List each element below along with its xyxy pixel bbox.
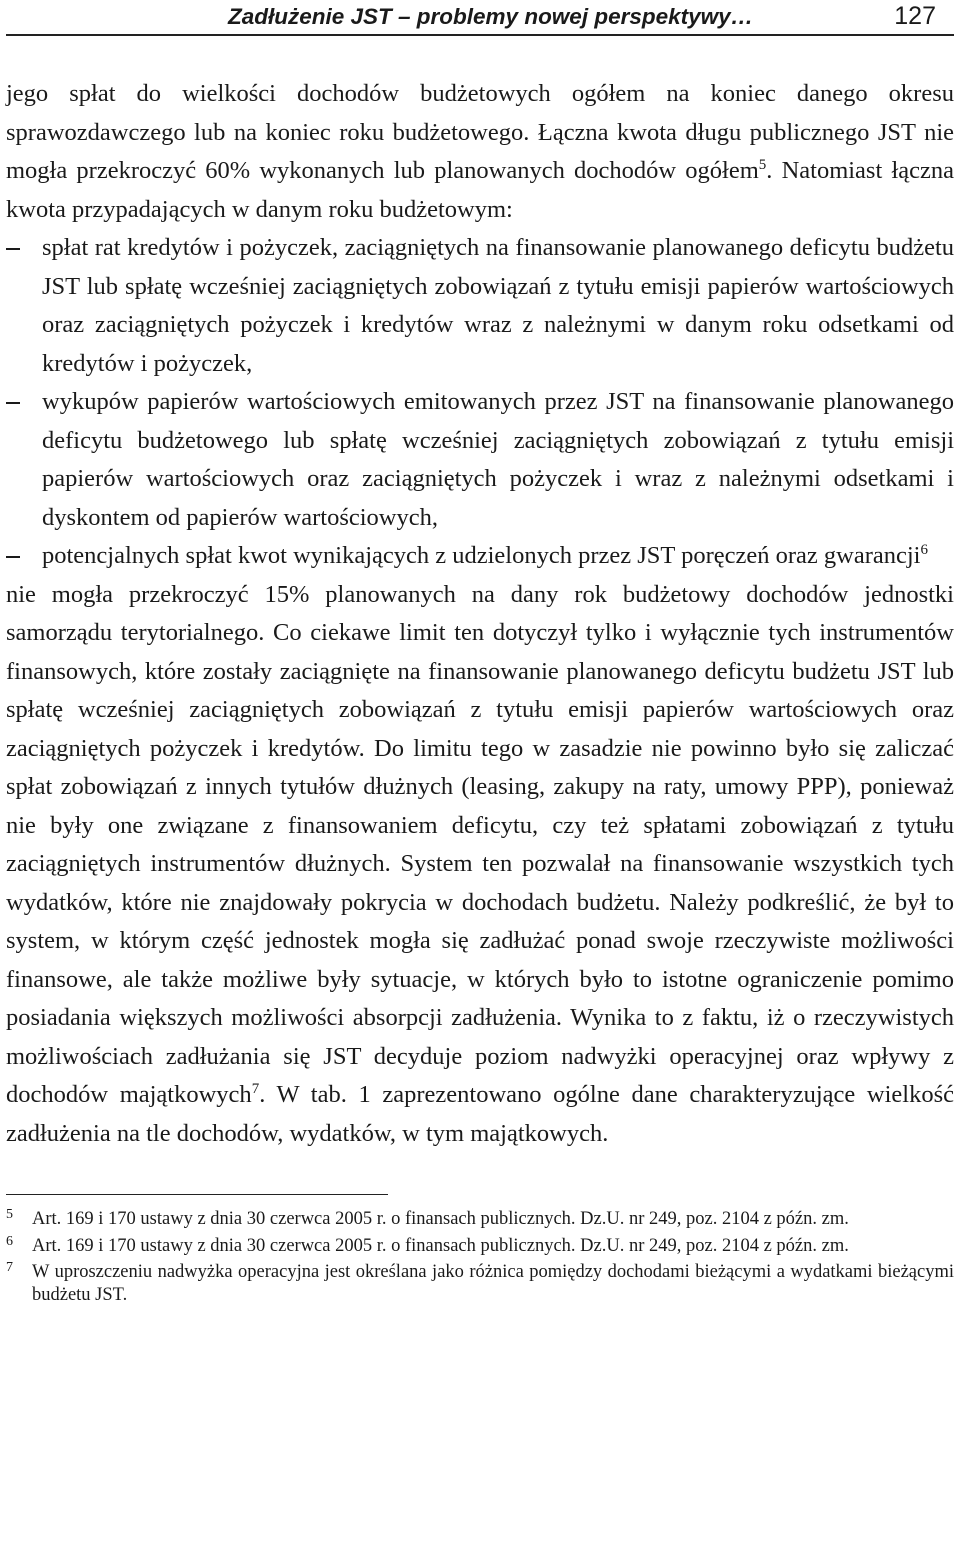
dash-list	[6, 229, 954, 576]
footnote-text: W uproszczeniu nadwyżka operacyjna jest określana jako różnica pomiędzy dochodami bieżącymi a wydatkami bieżącymi budżetu JST.	[32, 1262, 954, 1305]
running-header-title: Zadłużenie JST – problemy nowej perspektywy…	[228, 4, 754, 29]
footnote-number: 7	[6, 1260, 13, 1275]
list-item-last-text: potencjalnych spłat kwot wynikających z udzielonych przez JST poręczeń oraz gwarancji	[42, 542, 921, 569]
paragraph-2-tail: . W tab. 1 zaprezentowano ogólne dane charakteryzujące wielkość zadłużenia na tle dochodów, wydatków, w tym majątkowych.	[6, 1081, 954, 1147]
body-text	[6, 75, 954, 1153]
footnote-text: Art. 169 i 170 ustawy z dnia 30 czerwca 2005 r. o finansach publicznych. Dz.U. nr 249, poz. 2104 z późn. zm.	[32, 1235, 849, 1256]
footnote-ref-5[interactable]: 5	[758, 157, 767, 173]
footnote-ref-7[interactable]: 7	[251, 1081, 260, 1097]
paragraph-1-tail: . Natomiast łączna kwota przypadających w danym roku budżetowym:	[6, 157, 955, 223]
footnote	[6, 1208, 954, 1231]
footnote-number: 6	[6, 1233, 13, 1249]
footnote	[6, 1261, 954, 1306]
footnote	[6, 1235, 954, 1258]
paragraph-1-text: jego spłat do wielkości dochodów budżetowych ogółem na koniec danego okresu sprawozdawczego lub na koniec roku budżetowego. Łączna kwota długu publicznego JST nie mogła przekroczyć 60% wykonanych lub planowanych dochodów ogółem	[6, 80, 954, 184]
footnote-number: 5	[6, 1207, 13, 1222]
paragraph-2	[6, 576, 954, 1154]
footnote-divider	[6, 1194, 388, 1195]
footnotes	[6, 1208, 954, 1306]
page-number: 127	[894, 2, 936, 30]
running-header	[6, 0, 954, 36]
footnote-ref-6[interactable]: 6	[920, 542, 928, 558]
list-item: wykupów papierów wartościowych emitowanych przez JST na finansowanie planowanego deficytu budżetowego lub spłatę wcześniej zaciągniętych zobowiązań z tytułu emisji papierów wartościowych oraz zaciągniętych pożyczek i wraz z należnymi odsetkami i dyskontem od papierów wartościowych,	[42, 383, 954, 537]
paragraph-1	[6, 75, 954, 229]
paragraph-2-text: nie mogła przekroczyć 15% planowanych na dany rok budżetowy dochodów jednostki samorządu terytorialnego. Co ciekawe limit ten dotyczył tylko i wyłącznie tych instrumentów finansowych, które zostały zaciągnięte na finansowanie planowanego deficytu budżetu JST lub spłatę wcześniej zaciągniętych zobowiązań z tytułu emisji papierów wartościowych oraz zaciągniętych pożyczek i kredytów. Do limitu tego w zasadzie nie powinno było się zaliczać spłat zobowiązań z innych tytułów dłużnych (leasing, zakupy na raty, umowy PPP), ponieważ nie były one związane z finansowaniem deficytu, czy też spłatami zobowiązań z tytułu zaciągniętych instrumentów dłużnych. System ten pozwalał na finansowanie wszystkich tych wydatków, które nie znajdowały pokrycia w dochodach budżetu. Należy podkreślić, że był to system, w którym część jednostek mogła się zadłużać ponad swoje rzeczywiste możliwości finansowe, ale także możliwe były sytuacje, w których było to istotne ograniczenie pomimo posiadania większych możliwości absorpcji zadłużenia. Wynika to z faktu, iż o rzeczywistych możliwościach zadłużania się JST decyduje poziom nadwyżki operacyjnej oraz wpływy z dochodów majątkowych	[6, 580, 954, 1108]
footnote-text: Art. 169 i 170 ustawy z dnia 30 czerwca 2005 r. o finansach publicznych. Dz.U. nr 249, poz. 2104 z późn. zm.	[32, 1209, 849, 1229]
list-item-last	[42, 537, 954, 576]
list-item: spłat rat kredytów i pożyczek, zaciągniętych na finansowanie planowanego deficytu budżetu JST lub spłatę wcześniej zaciągniętych zobowiązań z tytułu emisji papierów wartościowych oraz zaciągniętych pożyczek i kredytów wraz z należnymi w danym roku odsetkami od kredytów i pożyczek,	[42, 229, 954, 383]
